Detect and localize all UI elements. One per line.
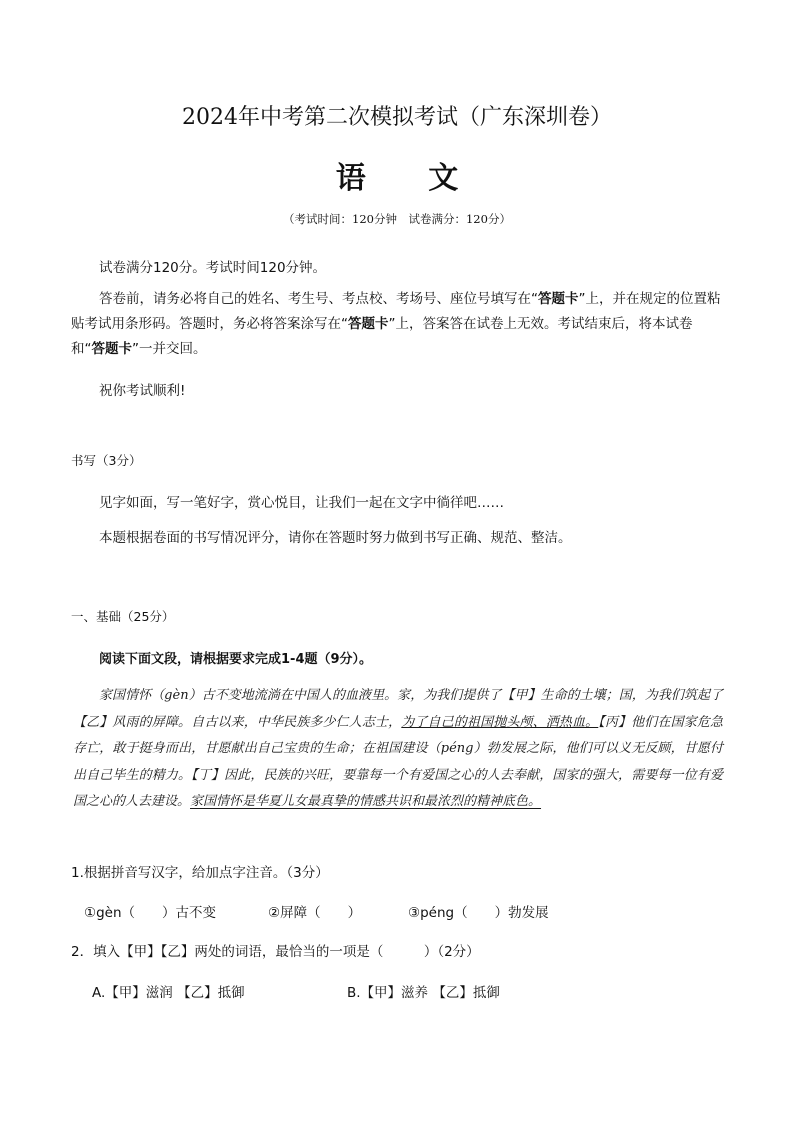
- instruction-text-2: ”上，并在规定的位置粘贴考试用条形码。答题时，务必将答案涂写在“: [71, 291, 721, 332]
- good-luck-text: 祝你考试顺利!: [99, 383, 186, 399]
- section-1-instruction: 阅读下面文段，请根据要求完成1-4题（9分）。: [99, 652, 373, 667]
- answer-card-term-3: 答题卡: [91, 341, 132, 357]
- answer-card-term-1: 答题卡: [538, 291, 579, 307]
- instruction-text-3: ”上，答案答在试卷上无效。考试结束后，将本试卷和“: [71, 316, 693, 357]
- exam-time-info: （考试时间：120分钟 试卷满分：120分）: [283, 212, 511, 226]
- question-1-option-3: ③péng（ ）勃发展: [408, 905, 549, 921]
- instruction-text-1: 答卷前，请务必将自己的姓名、考生号、考点校、考场号、座位号填写在“: [99, 291, 538, 307]
- question-2: 2．填入【甲】【乙】两处的词语，最恰当的一项是（ ）（2分）: [71, 944, 480, 960]
- question-2-option-a: A.【甲】滋润 【乙】抵御: [92, 985, 245, 1001]
- writing-heading: 书写（3分）: [71, 453, 142, 468]
- subject-heading: 语 文: [335, 161, 485, 196]
- instruction-line-1: 试卷满分120分。考试时间120分钟。: [99, 260, 327, 276]
- passage-text-2: 【丙】他们在国家危急存亡，敢于挺身而出，甘愿献出自己宝贵的生命；在祖国建设（péng）勃发展之际，他们可以义无反顾，甘愿付出自己毕生的精力。【丁】因此，民族的兴旺，要靠每一个有爱国之心的人去奉献，国家的强大，需要每一位有爱国之心的人去建设。: [73, 714, 723, 809]
- answer-card-term-2: 答题卡: [348, 316, 389, 332]
- exam-title: 2024年中考第二次模拟考试（广东深圳卷）: [182, 105, 612, 130]
- question-1-option-2: ②屏障（ ）: [268, 905, 362, 921]
- question-1: 1.根据拼音写汉字，给加点字注音。（3分）: [71, 865, 329, 881]
- writing-line-2: 本题根据卷面的书写情况评分，请你在答题时努力做到书写正确、规范、整洁。: [99, 530, 572, 546]
- question-1-option-1: ①gèn（ ）古不变: [84, 905, 217, 921]
- question-2-option-b: B.【甲】滋养 【乙】抵御: [347, 985, 500, 1001]
- passage-underline-1: 为了自己的祖国抛头颅、洒热血。: [401, 714, 599, 730]
- passage-text-1: 家国情怀（gèn）古不变地流淌在中国人的血液里。家，为我们提供了【甲】生命的土壤；国，为我们筑起了【乙】风雨的屏障。自古以来，中华民族多少仁人志士，: [73, 688, 723, 730]
- passage-underline-2: 家国情怀是华夏儿女最真挚的情感共识和最浓烈的精神底色。: [190, 794, 542, 809]
- reading-passage: [73, 683, 723, 816]
- writing-line-1: 见字如面，写一笔好字，赏心悦目，让我们一起在文字中徜徉吧……: [99, 495, 504, 511]
- instruction-paragraph: [71, 287, 725, 362]
- section-1-heading: 一、基础（25分）: [71, 609, 175, 624]
- instruction-text-4: ”一并交回。: [132, 341, 207, 357]
